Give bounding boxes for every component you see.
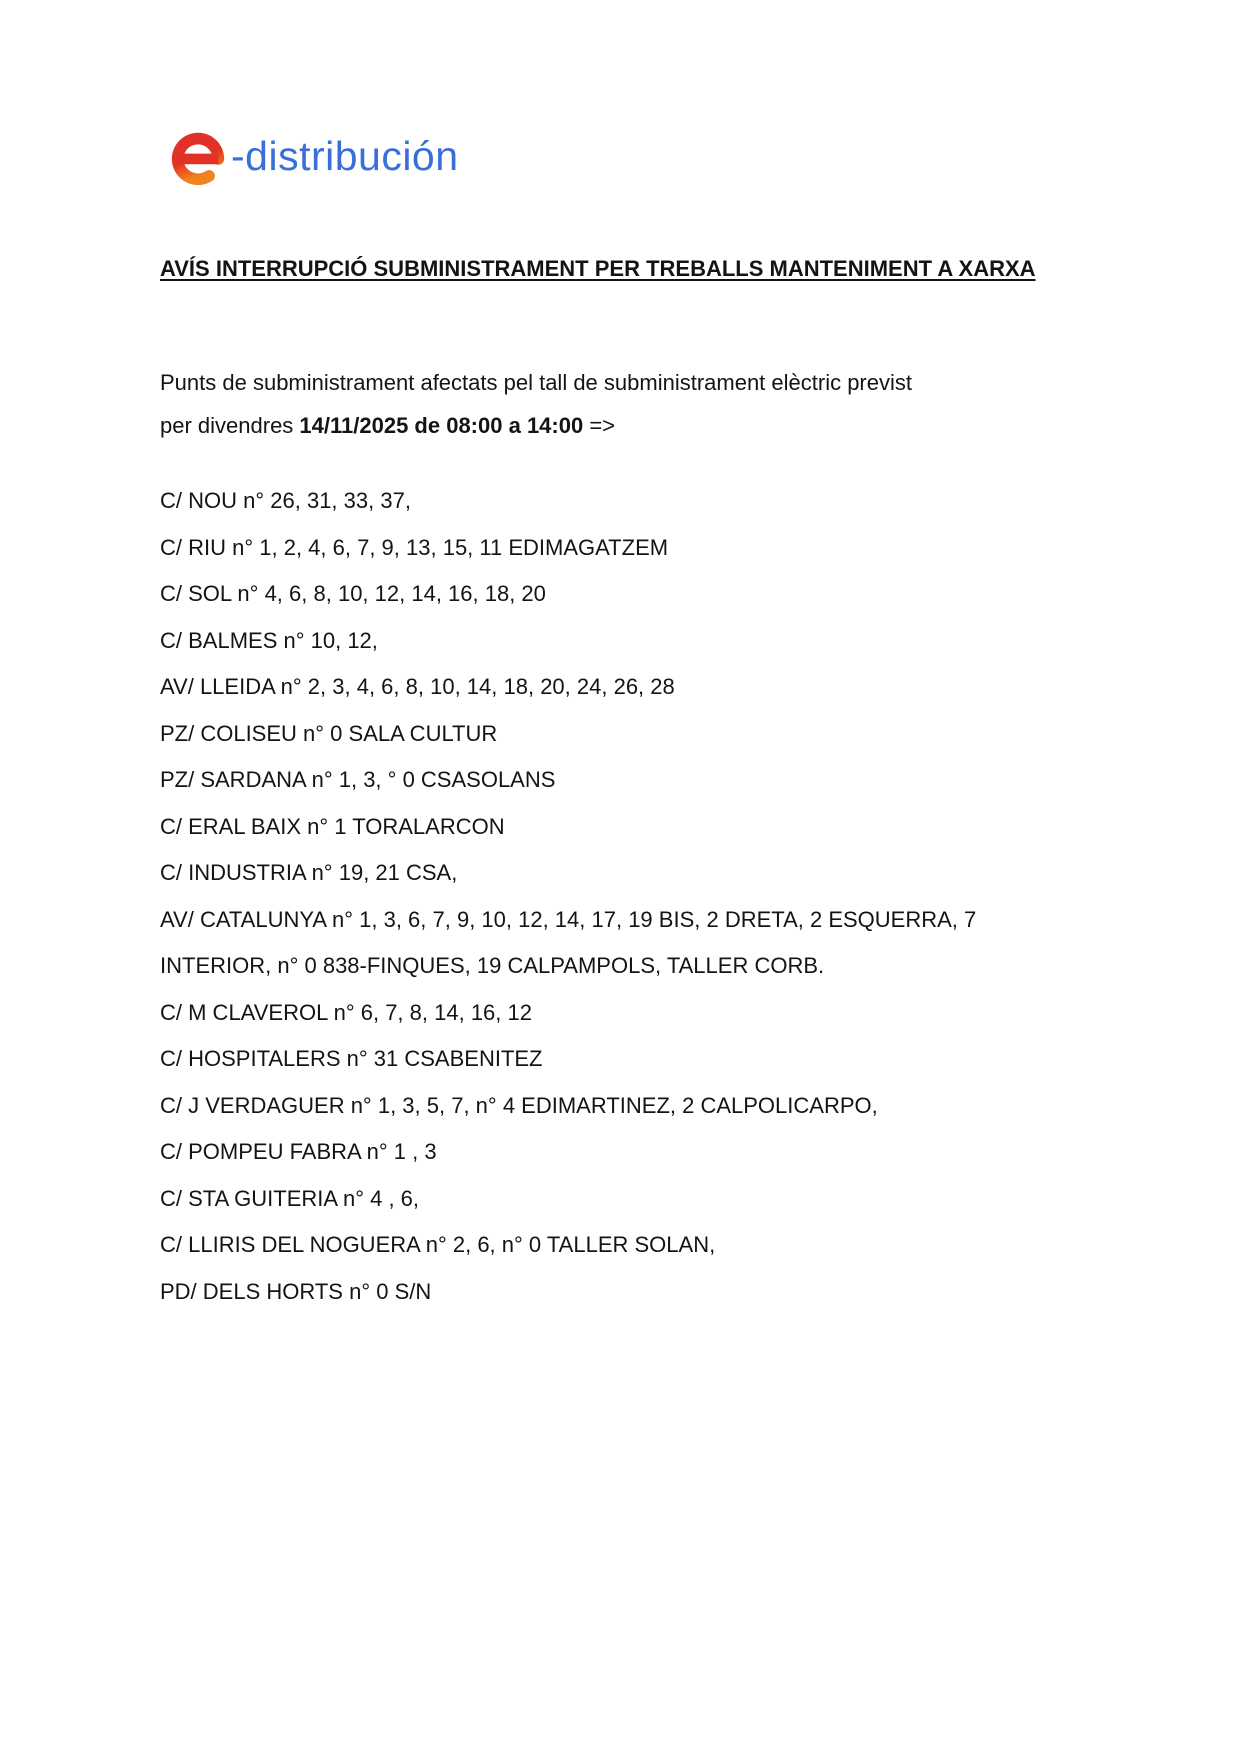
street-list-item: C/ POMPEU FABRA n° 1 , 3 [160,1139,437,1164]
street-list-item: INTERIOR, n° 0 838-FINQUES, 19 CALPAMPOLS, TALLER CORB. [160,953,825,978]
affected-streets-list [160,478,976,1315]
page-title: AVÍS INTERRUPCIÓ SUBMINISTRAMENT PER TREBALLS MANTENIMENT A XARXA [160,256,1036,281]
street-list-item: C/ J VERDAGUER n° 1, 3, 5, 7, n° 4 EDIMARTINEZ, 2 CALPOLICARPO, [160,1092,878,1118]
street-list-item: C/ ERAL BAIX n° 1 TORALARCON [160,813,505,839]
street-list-item: C/ LLIRIS DEL NOGUERA n° 2, 6, n° 0 TALLER SOLAN, [160,1232,716,1257]
outage-datetime: 14/11/2025 de 08:00 a 14:00 [299,413,584,438]
intro-line-2-suffix: => [583,413,616,438]
intro-line-2-prefix: per divendres [160,413,300,438]
street-list-item: C/ STA GUITERIA n° 4 , 6, [160,1185,420,1211]
street-list-item: PZ/ COLISEU n° 0 SALA CULTUR [160,720,498,746]
street-list-item: PZ/ SARDANA n° 1, 3, ° 0 CSASOLANS [160,767,556,792]
e-distribucion-logo [167,127,459,189]
street-list-item: C/ HOSPITALERS n° 31 CSABENITEZ [160,1046,543,1071]
street-list-item: C/ BALMES n° 10, 12, [160,627,378,653]
street-list-item: C/ SOL n° 4, 6, 8, 10, 12, 14, 16, 18, 20 [160,581,546,606]
street-list-item: C/ NOU n° 26, 31, 33, 37, [160,488,411,513]
street-list-item: PD/ DELS HORTS n° 0 S/N [160,1278,432,1304]
intro-line-1: Punts de subministrament afectats pel tall de subministrament elèctric previst [160,370,912,395]
street-list-item: C/ INDUSTRIA n° 19, 21 CSA, [160,860,458,885]
street-list-item: AV/ CATALUNYA n° 1, 3, 6, 7, 9, 10, 12, 14, 17, 19 BIS, 2 DRETA, 2 ESQUERRA, 7 [160,906,977,932]
intro-paragraph [160,361,912,447]
intro-line-2 [160,404,912,447]
e-distribucion-logo-wordmark: -distribución [231,132,459,179]
street-list-item: C/ M CLAVEROL n° 6, 7, 8, 14, 16, 12 [160,999,532,1025]
street-list-item: AV/ LLEIDA n° 2, 3, 4, 6, 8, 10, 14, 18, 20, 24, 26, 28 [160,674,675,699]
street-list-item: C/ RIU n° 1, 2, 4, 6, 7, 9, 13, 15, 11 EDIMAGATZEM [160,534,669,560]
e-distribucion-logo-e-icon [167,127,229,189]
